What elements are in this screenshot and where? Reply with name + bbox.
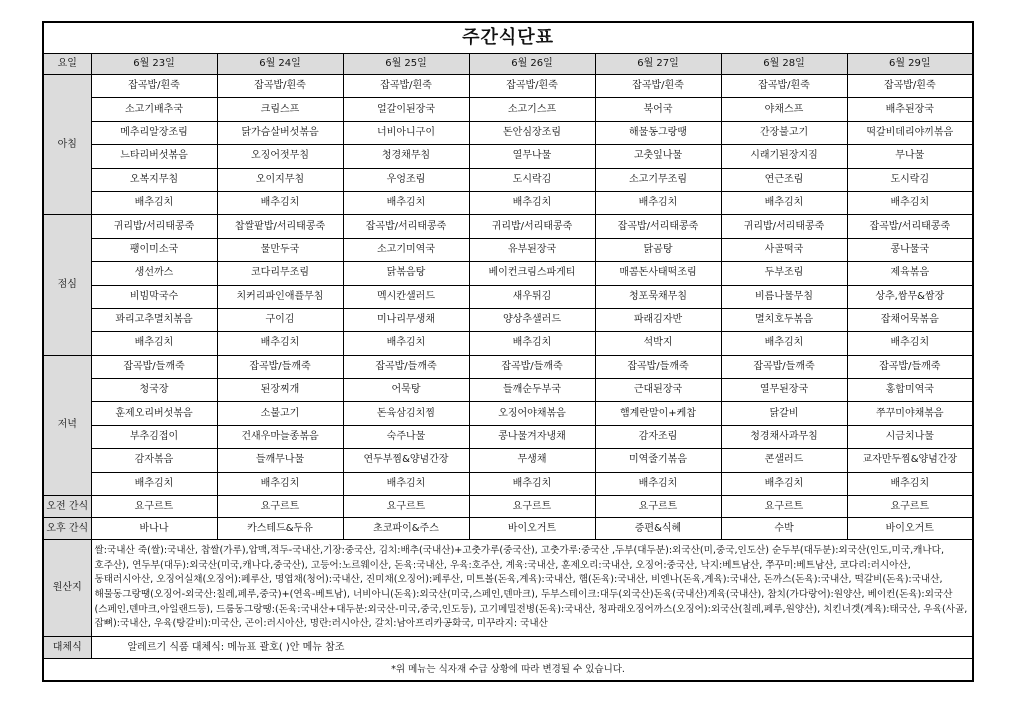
snack-cell: 요구르트: [721, 496, 847, 518]
snack-cell: 요구르트: [595, 496, 721, 518]
dish-cell: 배추김치: [847, 472, 973, 495]
dish-cell: 얼갈이된장국: [343, 98, 469, 121]
snack-label: 오전 간식: [43, 496, 91, 518]
alternative-row: [43, 637, 973, 659]
dish-cell: 배추김치: [469, 472, 595, 495]
dish-cell: 잡곡밥/들깨죽: [595, 355, 721, 378]
dish-cell: 우엉조림: [343, 168, 469, 191]
dish-cell: 메추리알장조림: [91, 121, 217, 144]
dish-cell: 배추김치: [91, 332, 217, 355]
weekly-menu-table: [42, 21, 974, 682]
dish-cell: 간장불고기: [721, 121, 847, 144]
meal-label: 아침: [43, 75, 91, 215]
dish-cell: 잡곡밥/서리태콩죽: [343, 215, 469, 238]
dish-cell: 콩나물국: [847, 238, 973, 261]
dish-cell: 배추김치: [469, 332, 595, 355]
dish-cell: 열무나물: [469, 145, 595, 168]
dish-cell: 배추김치: [343, 191, 469, 214]
dish-cell: 양상추샐러드: [469, 308, 595, 331]
dish-cell: 코다리무조림: [217, 262, 343, 285]
dish-cell: 잡곡밥/흰죽: [91, 75, 217, 98]
dish-cell: 무나물: [847, 145, 973, 168]
dish-cell: 어묵탕: [343, 379, 469, 402]
dish-cell: 배추김치: [721, 472, 847, 495]
dish-cell: 잡곡밥/들깨죽: [343, 355, 469, 378]
meal-row: [43, 262, 973, 285]
meal-row: [43, 402, 973, 425]
dish-cell: 소고기배추국: [91, 98, 217, 121]
dish-cell: 배추김치: [847, 191, 973, 214]
dish-cell: 시금치나물: [847, 425, 973, 448]
dish-cell: 들깨순두부국: [469, 379, 595, 402]
dish-cell: 돈육삼김치찜: [343, 402, 469, 425]
meal-row: [43, 75, 973, 98]
page-title: 주간식단표: [43, 22, 973, 54]
dish-cell: 닭가슴살버섯볶음: [217, 121, 343, 144]
meal-row: [43, 191, 973, 214]
dish-cell: 부추김접이: [91, 425, 217, 448]
dish-cell: 생선까스: [91, 262, 217, 285]
dish-cell: 너비아니구이: [343, 121, 469, 144]
dish-cell: 잡곡밥/들깨죽: [721, 355, 847, 378]
dish-cell: 소불고기: [217, 402, 343, 425]
dish-cell: 배추김치: [469, 191, 595, 214]
dish-cell: 배추김치: [343, 332, 469, 355]
snack-cell: 요구르트: [217, 496, 343, 518]
dish-cell: 멸치호두볶음: [721, 308, 847, 331]
dish-cell: 배추김치: [217, 472, 343, 495]
alternative-label: 대체식: [43, 637, 91, 659]
dish-cell: 교자만두찜&양념간장: [847, 449, 973, 472]
dish-cell: 찹쌀팥밥/서리태콩죽: [217, 215, 343, 238]
dish-cell: 미역줄기볶음: [595, 449, 721, 472]
dish-cell: 두부조림: [721, 262, 847, 285]
date-header: 6월 27일: [595, 54, 721, 75]
dish-cell: 된장찌개: [217, 379, 343, 402]
meal-row: [43, 355, 973, 378]
meal-row: [43, 472, 973, 495]
dish-cell: 미나리무생채: [343, 308, 469, 331]
dish-cell: 쭈꾸미야채볶음: [847, 402, 973, 425]
dish-cell: 떡갈비데리야끼볶음: [847, 121, 973, 144]
dish-cell: 돈안심장조림: [469, 121, 595, 144]
snack-cell: 수박: [721, 518, 847, 540]
dish-cell: 배추김치: [595, 191, 721, 214]
dish-cell: 근대된장국: [595, 379, 721, 402]
dish-cell: 배추김치: [721, 191, 847, 214]
meal-row: [43, 379, 973, 402]
dish-cell: 오징어야채볶음: [469, 402, 595, 425]
dish-cell: 잡곡밥/들깨죽: [469, 355, 595, 378]
dish-cell: 느타리버섯볶음: [91, 145, 217, 168]
dish-cell: 감자볶음: [91, 449, 217, 472]
dish-cell: 배추김치: [91, 472, 217, 495]
date-header-row: [43, 54, 973, 75]
date-header: 6월 29일: [847, 54, 973, 75]
meal-row: [43, 308, 973, 331]
meal-row: [43, 449, 973, 472]
dish-cell: 귀리밥/서리태콩죽: [91, 215, 217, 238]
dish-cell: 팽이미소국: [91, 238, 217, 261]
dish-cell: 꽈리고추멸치볶음: [91, 308, 217, 331]
dish-cell: 청포묵채무침: [595, 285, 721, 308]
dish-cell: 파래김자반: [595, 308, 721, 331]
dish-cell: 도시락김: [469, 168, 595, 191]
dish-cell: 잡곡밥/들깨죽: [91, 355, 217, 378]
meal-label: 저녁: [43, 355, 91, 495]
dish-cell: 연두부찜&양념간장: [343, 449, 469, 472]
alternative-text: 알레르기 식품 대체식: 메뉴표 괄호( )안 메뉴 참조: [91, 637, 973, 659]
snack-cell: 요구르트: [343, 496, 469, 518]
dish-cell: 배추김치: [217, 332, 343, 355]
dish-cell: 멕시칸샐러드: [343, 285, 469, 308]
footnote: *위 메뉴는 식자재 수급 상황에 따라 변경될 수 있습니다.: [43, 659, 973, 682]
dish-cell: 청국장: [91, 379, 217, 402]
dish-cell: 제육볶음: [847, 262, 973, 285]
dish-cell: 연근조림: [721, 168, 847, 191]
dish-cell: 잡곡밥/서리태콩죽: [595, 215, 721, 238]
dish-cell: 닭갈비: [721, 402, 847, 425]
date-header: 6월 24일: [217, 54, 343, 75]
dish-cell: 귀리밥/서리태콩죽: [469, 215, 595, 238]
meal-row: [43, 168, 973, 191]
dish-cell: 물만두국: [217, 238, 343, 261]
meal-row: [43, 285, 973, 308]
dish-cell: 새우튀김: [469, 285, 595, 308]
dish-cell: 매콤돈사태떡조림: [595, 262, 721, 285]
meal-label: 점심: [43, 215, 91, 355]
weekly-menu-sheet: [42, 21, 972, 682]
dish-cell: 잡곡밥/흰죽: [469, 75, 595, 98]
snack-cell: 바나나: [91, 518, 217, 540]
meal-row: [43, 215, 973, 238]
snack-row-afternoon: [43, 518, 973, 540]
snack-row-morning: [43, 496, 973, 518]
dish-cell: 비빔막국수: [91, 285, 217, 308]
meal-row: [43, 145, 973, 168]
dish-cell: 훈제오리버섯볶음: [91, 402, 217, 425]
dish-cell: 무생채: [469, 449, 595, 472]
dish-cell: 잡곡밥/흰죽: [217, 75, 343, 98]
date-header: 6월 25일: [343, 54, 469, 75]
date-header: 6월 23일: [91, 54, 217, 75]
dish-cell: 오이지무침: [217, 168, 343, 191]
dish-cell: 해물동그랑땡: [595, 121, 721, 144]
meal-row: [43, 98, 973, 121]
dish-cell: 사골떡국: [721, 238, 847, 261]
snack-label: 오후 간식: [43, 518, 91, 540]
snack-cell: 요구르트: [847, 496, 973, 518]
dish-cell: 베이컨크림스파게티: [469, 262, 595, 285]
dish-cell: 잡곡밥/들깨죽: [847, 355, 973, 378]
origin-row: [43, 540, 973, 637]
dish-cell: 열무된장국: [721, 379, 847, 402]
dish-cell: 홍합미역국: [847, 379, 973, 402]
dish-cell: 시래기된장지짐: [721, 145, 847, 168]
meal-row: [43, 425, 973, 448]
dish-cell: 북어국: [595, 98, 721, 121]
dish-cell: 콩나물겨자냉채: [469, 425, 595, 448]
dish-cell: 잡곡밥/흰죽: [721, 75, 847, 98]
dish-cell: 귀리밥/서리태콩죽: [721, 215, 847, 238]
origin-text: 쌀:국내산 죽(쌀):국내산, 찹쌀(가루),압맥,적두-국내산,기장:중국산, 김치:배추(국내산)+고춧가루(중국산), 고춧가루:중국산 ,두부(대두분):외국산(미,중국,인도산) 순두부(대두분):외국산(인도,미국,캐나다,호주산), 연두부(대두):외국산(미국,캐나다,중국산), 고등어:노르웨이산, 돈육:국내산, 우육:호주산, 계육:국내산, 훈제오리:국내산, 오징어:중국산, 낙지:베트남산, 쭈꾸미:베트남산, 코다리:러시아산, 동태러시아산, 오징어실채(오징어):페루산, 명엽채(청어):국내산, 진미채(오징어):페루산, 미트볼(돈육,계육):국내산, 햄(돈육):국내산, 비엔나(돈육,계육):국내산, 돈까스(돈육):국내산, 떡갈비(돈육):국내산, 해물동그랑땡(오징어-외국산:칠레,페루,중국)+(연육-베트남), 너비아니(돈육):외국산(미국,스페인,덴마크), 두부스테이크:대두(외국산)돈육(국내산)계육(국내산), 참치(가다랑어):원양산, 베이컨(돈육):외국산(스페인,덴마크,아일랜드등), 드룸동그랑땡:(돈육:국내산+대두분:외국산-미국,중국,인도등), 고기메밀전병(돈육):국내산, 청파래오징어까스(오징어):외국산(칠레,페루,원양산), 치킨너겟(계육):태국산, 우육(사골,잡뼈):국내산, 우육(탕갈비):미국산, 곤이:러시아산, 명란:러시아산, 갈치:남아프리카공화국, 미꾸라지: 국내산: [91, 540, 973, 637]
meal-row: [43, 332, 973, 355]
dish-cell: 치커리파인애플무침: [217, 285, 343, 308]
dish-cell: 잡곡밥/흰죽: [595, 75, 721, 98]
dish-cell: 청경채사과무침: [721, 425, 847, 448]
note-row: [43, 659, 973, 682]
origin-label: 원산지: [43, 540, 91, 637]
dish-cell: 고춧잎나물: [595, 145, 721, 168]
dish-cell: 잡채어묵볶음: [847, 308, 973, 331]
dish-cell: 닭볶음탕: [343, 262, 469, 285]
dish-cell: 상추,쌈무&쌈장: [847, 285, 973, 308]
dish-cell: 비름나물무침: [721, 285, 847, 308]
dish-cell: 숙주나물: [343, 425, 469, 448]
dish-cell: 오징어젓무침: [217, 145, 343, 168]
dish-cell: 건새우마늘종볶음: [217, 425, 343, 448]
dish-cell: 석박지: [595, 332, 721, 355]
meal-row: [43, 121, 973, 144]
dish-cell: 배추김치: [847, 332, 973, 355]
dish-cell: 배추김치: [343, 472, 469, 495]
dish-cell: 청경채무침: [343, 145, 469, 168]
dish-cell: 소고기미역국: [343, 238, 469, 261]
dish-cell: 닭곰탕: [595, 238, 721, 261]
snack-cell: 요구르트: [469, 496, 595, 518]
dish-cell: 야채스프: [721, 98, 847, 121]
dish-cell: 오복지무침: [91, 168, 217, 191]
dish-cell: 유부된장국: [469, 238, 595, 261]
dish-cell: 소고기스프: [469, 98, 595, 121]
dish-cell: 잡곡밥/들깨죽: [217, 355, 343, 378]
dish-cell: 햄계란말이+케찹: [595, 402, 721, 425]
dish-cell: 잡곡밥/흰죽: [343, 75, 469, 98]
dish-cell: 잡곡밥/서리태콩죽: [847, 215, 973, 238]
dish-cell: 크림스프: [217, 98, 343, 121]
snack-cell: 바이오거트: [469, 518, 595, 540]
dish-cell: 배추김치: [595, 472, 721, 495]
snack-cell: 카스테드&두유: [217, 518, 343, 540]
dish-cell: 소고기무조림: [595, 168, 721, 191]
dish-cell: 감자조림: [595, 425, 721, 448]
day-label: 요일: [43, 54, 91, 75]
dish-cell: 잡곡밥/흰죽: [847, 75, 973, 98]
snack-cell: 초코파이&주스: [343, 518, 469, 540]
date-header: 6월 28일: [721, 54, 847, 75]
snack-cell: 요구르트: [91, 496, 217, 518]
dish-cell: 배추된장국: [847, 98, 973, 121]
dish-cell: 도시락김: [847, 168, 973, 191]
snack-cell: 증편&식혜: [595, 518, 721, 540]
dish-cell: 배추김치: [721, 332, 847, 355]
dish-cell: 배추김치: [91, 191, 217, 214]
dish-cell: 들깨무나물: [217, 449, 343, 472]
dish-cell: 콘샐러드: [721, 449, 847, 472]
snack-cell: 바이오거트: [847, 518, 973, 540]
date-header: 6월 26일: [469, 54, 595, 75]
meal-row: [43, 238, 973, 261]
dish-cell: 배추김치: [217, 191, 343, 214]
dish-cell: 구이김: [217, 308, 343, 331]
